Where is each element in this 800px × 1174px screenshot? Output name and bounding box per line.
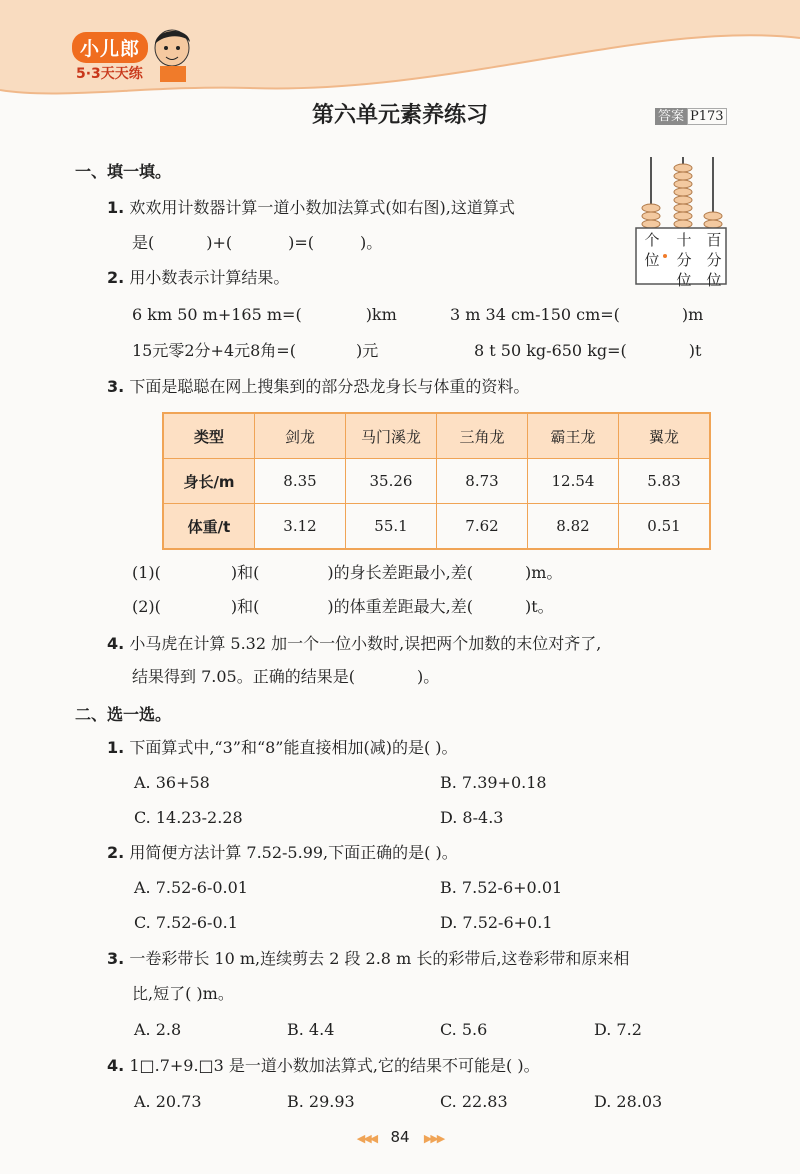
s1-q1-line2 (132, 233, 382, 253)
s1-q2-b (450, 305, 703, 325)
table-cell: 0.51 (619, 504, 711, 550)
text: )元 (355, 341, 379, 360)
text: 是( (132, 233, 155, 252)
text: )和( (230, 563, 260, 582)
answer-label: 答案 (655, 108, 687, 125)
option-c[interactable]: C. 5.6 (440, 1020, 488, 1039)
text: )的体重差距最大,差( (327, 597, 473, 616)
abacus-label-hundredths: 百分位 (706, 231, 722, 289)
table-cell: 剑龙 (255, 413, 346, 459)
q-num: 3. (107, 377, 125, 396)
text: )的身长差距最小,差( (327, 563, 473, 582)
arrow-right-icon: ▶▶▶ (423, 1132, 444, 1145)
table-cell: 霸王龙 (528, 413, 619, 459)
q-num: 1. (107, 198, 125, 217)
option-b[interactable]: B. 4.4 (287, 1020, 335, 1039)
q-num: 2. (107, 843, 125, 862)
table-cell: 5.83 (619, 459, 711, 504)
section2-title: 二、选一选。 (75, 705, 172, 724)
q-text: 小马虎在计算 5.32 加一个一位小数时,误把两个加数的末位对齐了, (129, 634, 602, 653)
q-text: 下面是聪聪在网上搜集到的部分恐龙身长与体重的资料。 (129, 377, 530, 396)
s2-q2 (107, 843, 458, 863)
s1-q1-line1 (107, 198, 515, 218)
option-a[interactable]: A. 20.73 (134, 1092, 202, 1111)
option-d[interactable]: D. 8-4.3 (440, 808, 504, 827)
table-cell: 35.26 (346, 459, 437, 504)
s1-q3-sub1 (132, 563, 562, 583)
s2-q4 (107, 1056, 540, 1076)
s1-q2 (107, 268, 289, 288)
table-cell: 8.73 (437, 459, 528, 504)
q-num: 1. (107, 738, 125, 757)
table-cell: 55.1 (346, 504, 437, 550)
option-c[interactable]: C. 14.23-2.28 (134, 808, 243, 827)
option-b[interactable]: B. 7.52-6+0.01 (440, 878, 563, 897)
text: )+( (206, 233, 233, 252)
option-d[interactable]: D. 7.52-6+0.1 (440, 913, 553, 932)
table-cell: 12.54 (528, 459, 619, 504)
q-text: 下面算式中,“3”和“8”能直接相加(减)的是( )。 (129, 738, 458, 757)
answer-ref (655, 105, 727, 124)
text: )和( (230, 597, 260, 616)
table-cell: 马门溪龙 (346, 413, 437, 459)
table-cell: 类型 (163, 413, 255, 459)
text: (1)( (132, 563, 161, 582)
table-cell: 8.35 (255, 459, 346, 504)
dinosaur-table (162, 412, 711, 550)
table-header-row (163, 413, 710, 459)
s2-q3-line2: 比,短了( )m。 (132, 984, 234, 1003)
text: 结果得到 7.05。正确的结果是( (132, 667, 355, 686)
s1-q2-c (132, 341, 378, 361)
option-d[interactable]: D. 28.03 (594, 1092, 663, 1111)
option-c[interactable]: C. 22.83 (440, 1092, 508, 1111)
mascot-icon (150, 26, 196, 82)
q-num: 3. (107, 949, 125, 968)
table-cell: 3.12 (255, 504, 346, 550)
abacus-label-ones: 个位 (644, 231, 660, 269)
s1-q4-line1 (107, 634, 601, 654)
q-text: 一卷彩带长 10 m,连续剪去 2 段 2.8 m 长的彩带后,这卷彩带和原来相 (129, 949, 630, 968)
text: )。 (416, 667, 440, 686)
text: 15元零2分+4元8角=( (132, 341, 296, 360)
text: )t。 (524, 597, 554, 616)
option-d[interactable]: D. 7.2 (594, 1020, 642, 1039)
s1-q3-sub2 (132, 597, 554, 617)
brand-subtitle: 5·3天天练 (76, 66, 143, 82)
table-cell: 三角龙 (437, 413, 528, 459)
option-b[interactable]: B. 7.39+0.18 (440, 773, 547, 792)
q-text: 1□.7+9.□3 是一道小数加法算式,它的结果不可能是( )。 (129, 1056, 540, 1075)
text: 6 km 50 m+165 m=( (132, 305, 302, 324)
q-text: 用简便方法计算 7.52-5.99,下面正确的是( )。 (129, 843, 458, 862)
brand-logo: 小儿郎 (72, 32, 148, 63)
table-cell: 翼龙 (619, 413, 711, 459)
option-b[interactable]: B. 29.93 (287, 1092, 355, 1111)
q-num: 2. (107, 268, 125, 287)
q-text: 用小数表示计算结果。 (129, 268, 290, 287)
answer-page: P173 (687, 108, 727, 125)
text: )。 (360, 233, 383, 252)
option-a[interactable]: A. 7.52-6-0.01 (134, 878, 248, 897)
abacus-label-tenths: 十分位 (676, 231, 692, 289)
text: )km (365, 305, 397, 324)
option-a[interactable]: A. 2.8 (134, 1020, 182, 1039)
table-row (163, 459, 710, 504)
table-cell: 身长/m (163, 459, 255, 504)
s1-q2-d (474, 341, 701, 361)
table-cell: 7.62 (437, 504, 528, 550)
text: )=( (288, 233, 315, 252)
s2-q1 (107, 738, 458, 758)
text: 8 t 50 kg-650 kg=( (474, 341, 627, 360)
page-number: 84 (390, 1128, 410, 1146)
page-footer (0, 1128, 800, 1146)
table-cell: 体重/t (163, 504, 255, 550)
arrow-left-icon: ◀◀◀ (356, 1132, 377, 1145)
q-text: 欢欢用计数器计算一道小数加法算式(如右图),这道算式 (129, 198, 515, 217)
text: )m。 (524, 563, 563, 582)
table-row (163, 504, 710, 550)
section1-title: 一、填一填。 (75, 162, 172, 181)
s1-q4-line2 (132, 667, 439, 687)
s1-q3 (107, 377, 529, 397)
q-num: 4. (107, 1056, 125, 1075)
table-cell: 8.82 (528, 504, 619, 550)
option-c[interactable]: C. 7.52-6-0.1 (134, 913, 238, 932)
s2-q3-line1 (107, 949, 629, 969)
text: 3 m 34 cm-150 cm=( (450, 305, 620, 324)
text: )m (681, 305, 704, 324)
option-a[interactable]: A. 36+58 (134, 773, 210, 792)
s1-q2-a (132, 305, 397, 325)
text: (2)( (132, 597, 161, 616)
text: )t (688, 341, 702, 360)
q-num: 4. (107, 634, 125, 653)
page-title: 第六单元素养练习 (311, 103, 488, 128)
